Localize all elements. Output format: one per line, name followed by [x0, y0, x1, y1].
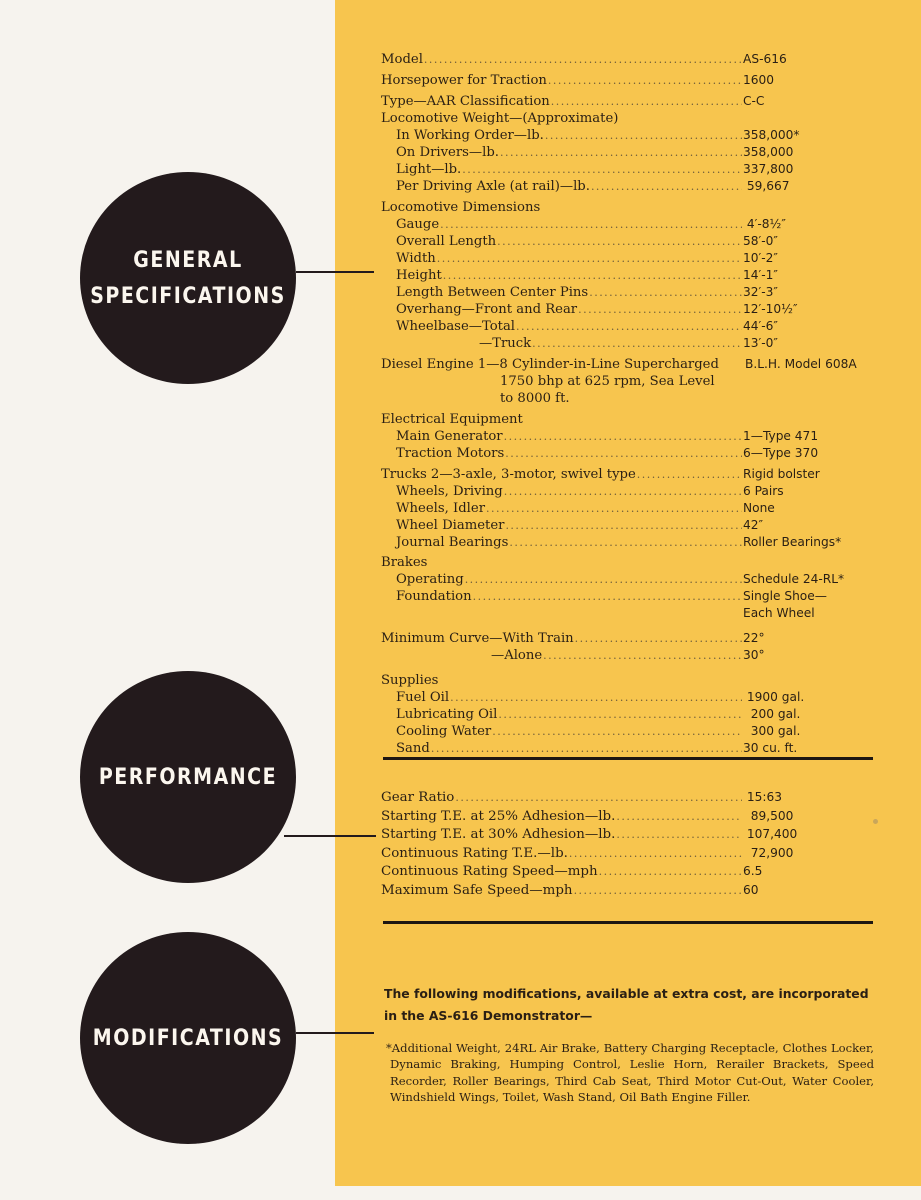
section-divider — [383, 921, 873, 924]
spec-value: 337,800 — [743, 162, 794, 176]
spec-value: Roller Bearings* — [743, 535, 842, 549]
brakes-header: Brakes — [381, 555, 428, 570]
spec-label: Main Generator — [396, 429, 503, 444]
perf-value: 107,400 — [743, 827, 798, 841]
spec-value: 44′-6″ — [743, 319, 778, 333]
leader-dots — [589, 284, 742, 301]
spec-label: —Truck — [479, 336, 532, 351]
spec-label: Minimum Curve—With Train — [381, 631, 574, 646]
spec-value: Rigid bolster — [743, 467, 820, 481]
leader-dots — [575, 630, 742, 647]
modifications-badge — [80, 932, 296, 1144]
perf-value: 60 — [743, 882, 759, 897]
leader-dots — [509, 534, 742, 551]
leader-dots — [569, 845, 742, 864]
section-divider — [383, 757, 873, 760]
engine-line3: to 8000 ft. — [500, 391, 570, 406]
spec-row — [381, 267, 861, 284]
spec-value: 6 Pairs — [743, 484, 784, 498]
spec-row — [381, 706, 861, 723]
spec-label: In Working Order—lb. — [396, 128, 544, 143]
spec-row — [381, 284, 861, 301]
perf-label: Maximum Safe Speed—mph — [381, 882, 573, 898]
spec-label: Wheelbase—Total — [396, 319, 516, 334]
leader-dots — [545, 127, 742, 144]
spec-value: 4′-8½″ — [743, 217, 786, 231]
leader-dots — [473, 588, 742, 605]
spec-label: Sand — [396, 741, 430, 756]
spec-row — [381, 233, 861, 250]
perf-row — [381, 881, 861, 900]
general-specifications-list — [381, 51, 861, 757]
leader-dots — [505, 517, 742, 534]
leader-dots — [450, 689, 742, 706]
leader-dots — [551, 93, 742, 110]
spec-row — [381, 161, 861, 178]
paper-speck — [873, 819, 878, 824]
perf-label: Continuous Rating T.E.—lb. — [381, 845, 568, 861]
spec-row — [381, 630, 861, 647]
spec-value: None — [743, 501, 775, 515]
dimensions-header: Locomotive Dimensions — [381, 200, 541, 215]
spec-label: Overall Length — [396, 234, 497, 249]
perf-value: 6.5 — [743, 864, 763, 878]
spec-label: Gauge — [396, 217, 440, 232]
perf-label: Starting T.E. at 30% Adhesion—lb. — [381, 827, 616, 842]
leader-dots — [462, 161, 742, 178]
spec-label: Overhang—Front and Rear — [396, 302, 578, 317]
perf-label: Continuous Rating Speed—mph — [381, 864, 598, 879]
leader-dots — [578, 301, 742, 318]
spec-value: 12′-10½″ — [743, 302, 798, 316]
supplies-header: Supplies — [381, 673, 439, 688]
spec-row — [381, 144, 861, 161]
spec-label: On Drivers—lb. — [396, 145, 499, 160]
perf-row — [381, 862, 861, 881]
spec-row — [381, 588, 861, 605]
engine-line1: Diesel Engine 1—8 Cylinder-in-Line Supercharged — [381, 357, 719, 372]
spec-value: 6—Type 370 — [743, 446, 819, 460]
spec-label: Wheels, Driving — [396, 484, 503, 499]
leader-dots — [465, 571, 742, 588]
leader-dots — [543, 647, 742, 664]
spec-value: C-C — [743, 94, 765, 108]
spec-row — [381, 216, 861, 233]
spec-row — [381, 723, 861, 740]
perf-row — [381, 825, 861, 844]
leader-dots — [505, 445, 742, 462]
spec-label: Wheel Diameter — [396, 518, 505, 533]
spec-label: Per Driving Axle (at rail)—lb. — [396, 179, 590, 194]
badge-label-line2: SPECIFICATIONS — [90, 283, 286, 309]
leader-dots — [424, 51, 742, 68]
general-connector-line — [296, 271, 374, 273]
spec-value: Single Shoe— — [743, 589, 827, 603]
spec-value: 30° — [743, 648, 765, 662]
spec-label: Foundation — [396, 589, 472, 604]
engine-line2: 1750 bhp at 625 rpm, Sea Level — [500, 374, 715, 389]
badge-label: MODIFICATIONS — [92, 1025, 284, 1051]
spec-label: Lubricating Oil — [396, 707, 498, 722]
modifications-connector-line — [296, 1032, 374, 1034]
spec-row — [381, 301, 861, 318]
spec-value: 59,667 — [743, 179, 790, 193]
diesel-engine-row — [381, 356, 861, 407]
engine-value: B.L.H. Model 608A — [745, 357, 857, 371]
leader-dots — [431, 740, 742, 757]
leader-dots — [574, 882, 742, 901]
spec-row-trucks — [381, 466, 861, 483]
spec-label: Horsepower for Traction — [381, 73, 547, 88]
badge-label: PERFORMANCE — [98, 764, 278, 790]
spec-row — [381, 483, 861, 500]
leader-dots — [443, 267, 742, 284]
spec-value: AS-616 — [743, 52, 787, 66]
spec-value: 1900 gal. — [743, 690, 805, 704]
spec-label: Wheels, Idler — [396, 501, 486, 516]
leader-dots — [455, 789, 742, 808]
general-specifications-badge — [80, 172, 296, 384]
spec-row-model — [381, 51, 861, 68]
spec-row — [381, 500, 861, 517]
spec-value: 200 gal. — [743, 707, 801, 721]
spec-row — [381, 647, 861, 664]
spec-value: 1—Type 471 — [743, 429, 819, 443]
spec-row — [381, 318, 861, 335]
spec-value: 58′-0″ — [743, 234, 778, 248]
spec-value: 14′-1″ — [743, 268, 778, 282]
perf-value: 72,900 — [743, 845, 794, 860]
leader-dots — [492, 723, 742, 740]
spec-label: Model — [381, 52, 423, 67]
perf-row — [381, 844, 861, 863]
spec-label: Light—lb. — [396, 162, 462, 177]
leader-dots — [532, 335, 742, 352]
spec-row — [381, 571, 861, 588]
spec-label: Fuel Oil — [396, 690, 450, 705]
spec-value: 10′-2″ — [743, 251, 778, 265]
spec-label: Width — [396, 251, 436, 266]
modifications-list-text: *Additional Weight, 24RL Air Brake, Battery Charging Receptacle, Clothes Locker, Dynamic Braking, Humping Control, Leslie Horn, Rerailer Brackets, Speed Recorder, Roller Bearings, Third Cab Seat, Third Motor Cut-Out, Water Cooler, Windshield Wings, Toilet, Wash Stand, Oil Bath Engine Filler. — [386, 1041, 874, 1104]
spec-row — [381, 127, 861, 144]
spec-row — [381, 250, 861, 267]
spec-value: 22° — [743, 631, 765, 645]
leader-dots — [486, 500, 742, 517]
spec-value: 13′-0″ — [743, 336, 778, 350]
badge-label-line1: GENERAL — [133, 247, 243, 273]
spec-label: —Alone — [491, 648, 543, 663]
spec-label: Operating — [396, 572, 464, 587]
electrical-header: Electrical Equipment — [381, 412, 523, 427]
leader-dots — [498, 706, 742, 723]
spec-row-horsepower — [381, 72, 861, 89]
spec-row — [381, 517, 861, 534]
performance-connector-line — [284, 835, 376, 837]
spec-value: 42″ — [743, 518, 764, 532]
spec-label: Cooling Water — [396, 724, 492, 739]
spec-value: Each Wheel — [743, 606, 815, 620]
leader-dots — [504, 428, 742, 445]
spec-label: Type—AAR Classification — [381, 94, 550, 109]
leader-dots — [440, 216, 742, 233]
leader-dots — [500, 144, 742, 161]
perf-value: 89,500 — [743, 808, 794, 823]
performance-list — [381, 788, 861, 899]
spec-value: Schedule 24-RL* — [743, 572, 845, 586]
spec-label: Traction Motors — [396, 446, 505, 461]
spec-label: Journal Bearings — [396, 535, 509, 550]
performance-badge — [80, 671, 296, 883]
spec-row — [381, 428, 861, 445]
leader-dots — [616, 808, 742, 827]
spec-row — [381, 534, 861, 551]
spec-row — [381, 445, 861, 462]
leader-dots — [591, 178, 742, 195]
spec-label: Length Between Center Pins — [396, 285, 589, 300]
perf-row — [381, 807, 861, 826]
spec-row — [381, 335, 861, 352]
perf-label: Gear Ratio — [381, 790, 455, 805]
spec-value: 300 gal. — [743, 724, 801, 738]
spec-row-continuation — [381, 605, 861, 622]
perf-row — [381, 788, 861, 807]
spec-row — [381, 740, 861, 757]
leader-dots — [504, 483, 742, 500]
spec-label: Trucks 2—3-axle, 3-motor, swivel type — [381, 467, 636, 482]
spec-row-type — [381, 93, 861, 110]
perf-value: 15:63 — [743, 790, 782, 804]
spec-label: Height — [396, 268, 442, 283]
spec-value: 1600 — [743, 73, 775, 87]
spec-value: 358,000* — [743, 128, 800, 142]
spec-value: 358,000 — [743, 145, 794, 159]
leader-dots — [437, 250, 742, 267]
spec-row — [381, 689, 861, 706]
spec-value: 32′-3″ — [743, 285, 778, 299]
perf-label: Starting T.E. at 25% Adhesion—lb. — [381, 808, 616, 824]
spec-value: 30 cu. ft. — [743, 741, 798, 755]
spec-row — [381, 178, 861, 195]
leader-dots — [497, 233, 742, 250]
leader-dots — [616, 826, 742, 845]
leader-dots — [599, 863, 742, 882]
leader-dots — [516, 318, 742, 335]
leader-dots — [548, 72, 742, 89]
leader-dots — [637, 466, 742, 483]
modifications-lead-text: The following modifications, available at extra cost, are incorporated in the AS-616 Demonstrator— — [384, 986, 869, 1023]
weight-header: Locomotive Weight—(Approximate) — [381, 111, 619, 126]
